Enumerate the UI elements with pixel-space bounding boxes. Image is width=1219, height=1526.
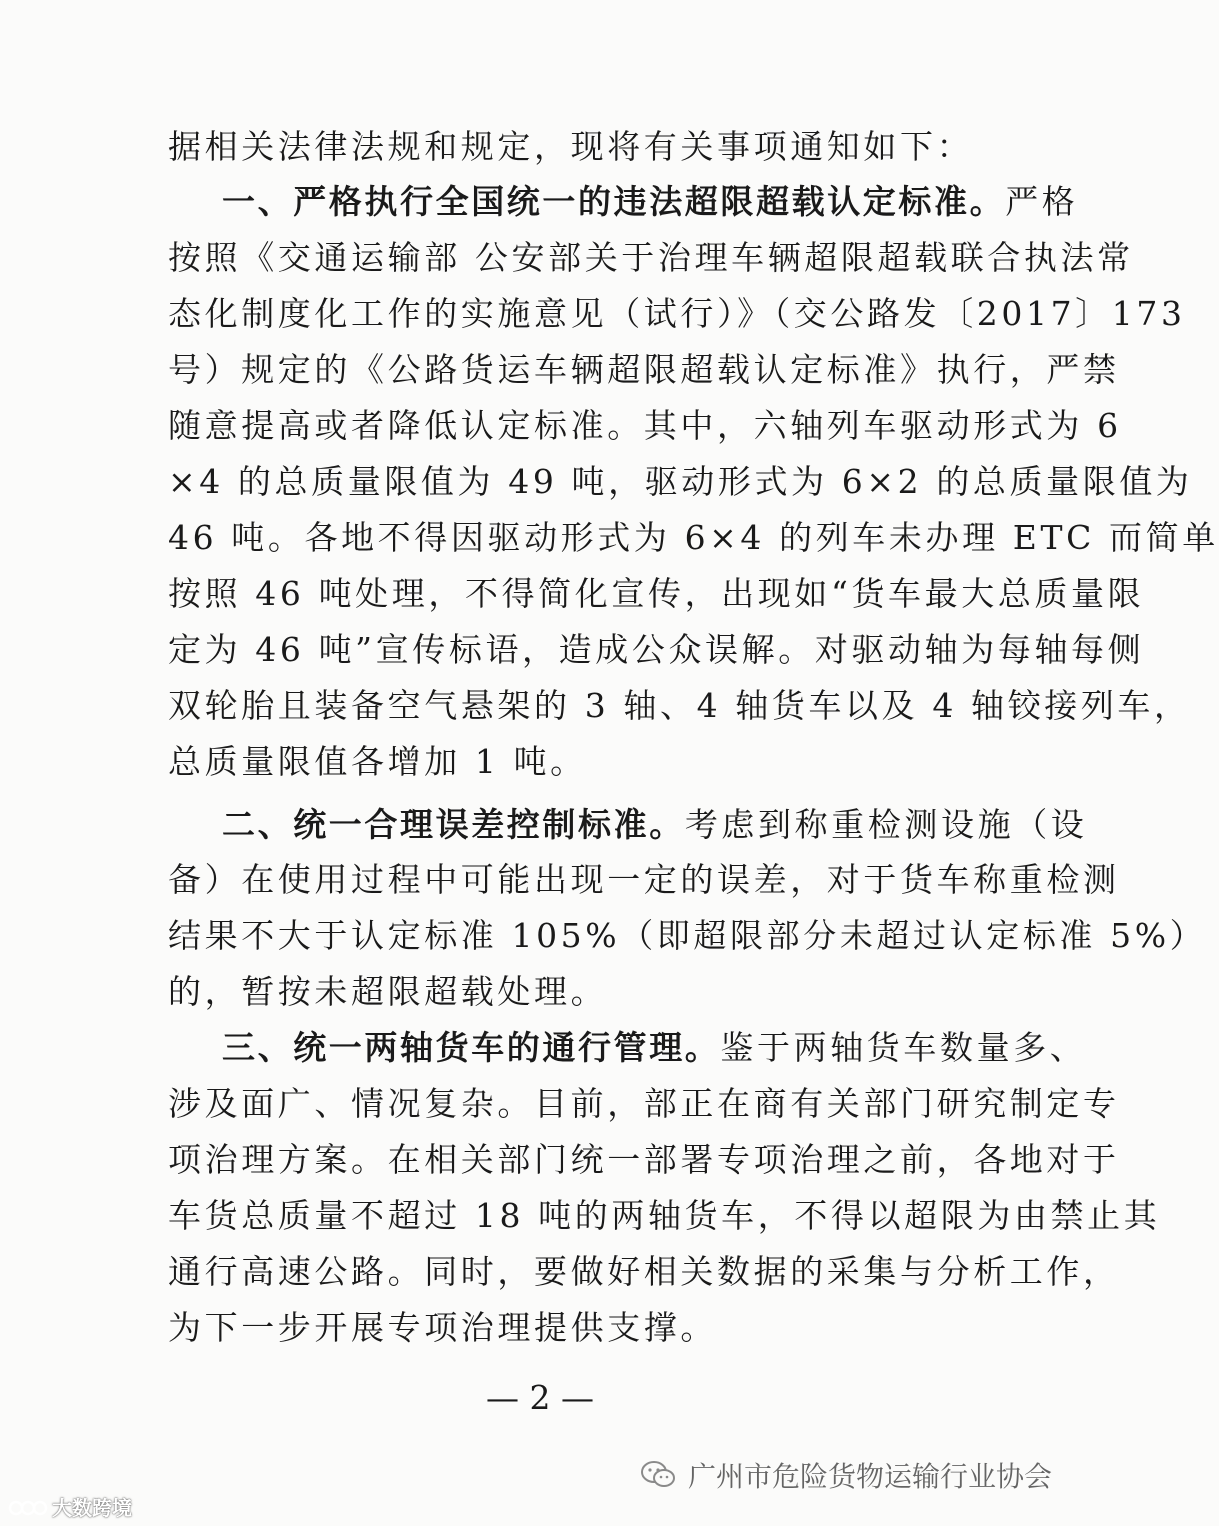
wechat-account-name: 广州市危险货物运输行业协会 (688, 1460, 1053, 1493)
text-line: 据相关法律法规和规定，现将有关事项通知如下： (168, 127, 974, 166)
text-line: ×4 的总质量限值为 49 吨，驱动形式为 6×2 的总质量限值为 (168, 462, 1193, 501)
text-line: 备）在使用过程中可能出现一定的误差，对于货车称重检测 (168, 860, 1120, 899)
section-1-heading-line: 一、严格执行全国统一的违法超限超载认定标准。严格 (222, 182, 1079, 221)
text-line: 定为 46 吨”宣传标语，造成公众误解。对驱动轴为每轴每侧 (168, 630, 1145, 669)
text-line: 的，暂按未超限超载处理。 (168, 972, 608, 1011)
section-3-heading-line: 三、统一两轴货车的通行管理。鉴于两轴货车数量多、 (222, 1028, 1087, 1067)
brand-name: 大数跨境 (52, 1496, 132, 1520)
section-2-heading: 二、统一合理误差控制标准。 (222, 805, 685, 844)
section-2-heading-line: 二、统一合理误差控制标准。考虑到称重检测设施（设 (222, 805, 1088, 844)
section-3-heading: 三、统一两轴货车的通行管理。 (222, 1028, 721, 1067)
text-line: 按照《交通运输部 公安部关于治理车辆超限超载联合执法常 (168, 238, 1134, 277)
text-line: 项治理方案。在相关部门统一部署专项治理之前，各地对于 (168, 1140, 1120, 1179)
text-line: 随意提高或者降低认定标准。其中，六轴列车驱动形式为 6 (168, 406, 1122, 445)
text-line: 为下一步开展专项治理提供支撑。 (168, 1308, 717, 1347)
text-line: 态化制度化工作的实施意见（试行）》（交公路发〔2017〕173 (168, 294, 1186, 333)
brand-logo-icon (8, 1495, 48, 1519)
text-line: 双轮胎且装备空气悬架的 3 轴、4 轴货车以及 4 轴铰接列车， (168, 686, 1191, 725)
wechat-watermark (640, 1455, 1052, 1495)
section-1-heading: 一、严格执行全国统一的违法超限超载认定标准。 (222, 182, 1006, 221)
text-line: 46 吨。各地不得因驱动形式为 6×4 的列车未办理 ETC 而简单 (168, 518, 1219, 557)
text-line: 号）规定的《公路货运车辆超限超载认定标准》执行，严禁 (168, 350, 1120, 389)
text-line: 按照 46 吨处理，不得简化宣传，出现如“货车最大总质量限 (168, 574, 1145, 613)
text-line: 通行高速公路。同时，要做好相关数据的采集与分析工作， (168, 1252, 1120, 1291)
wechat-icon (640, 1460, 676, 1490)
brand-watermark (8, 1492, 132, 1521)
text-line: 结果不大于认定标准 105%（即超限部分未超过认定标准 5%） (168, 916, 1207, 955)
text-line: 总质量限值各增加 1 吨。 (168, 742, 587, 781)
text-line: 涉及面广、情况复杂。目前，部正在商有关部门研究制定专 (168, 1084, 1120, 1123)
text-line: 车货总质量不超过 18 吨的两轴货车，不得以超限为由禁止其 (168, 1196, 1161, 1235)
page-number: — 2 — (486, 1378, 594, 1417)
